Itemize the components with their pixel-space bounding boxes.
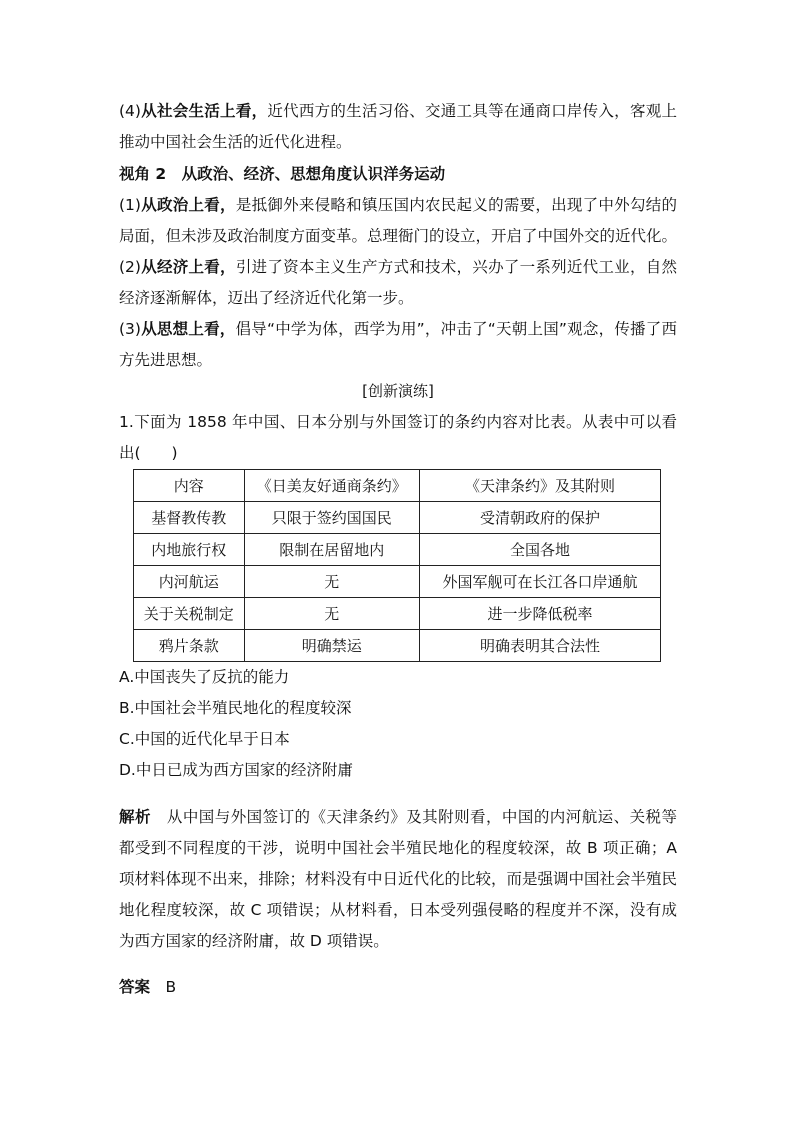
item-number: (1) <box>119 196 141 214</box>
option-d: D.中日已成为西方国家的经济附庸 <box>119 761 353 779</box>
table-cell: 无 <box>244 566 419 598</box>
table-cell: 限制在居留地内 <box>244 534 419 566</box>
table-cell: 基督教传教 <box>134 502 245 534</box>
table-cell: 明确禁运 <box>244 630 419 662</box>
comparison-table <box>133 469 661 662</box>
table-row <box>134 534 661 566</box>
item-text: 近代西方的生活习俗、交通工具等在通商口岸传入，客观上推动中国社会生活的近代化进程。 <box>119 102 677 151</box>
option-b: B.中国社会半殖民地化的程度较深 <box>119 699 352 717</box>
answer-label: 答案 <box>119 978 151 996</box>
item-text: 倡导“中学为体，西学为用”，冲击了“天朝上国”观念，传播了西方先进思想。 <box>119 320 677 369</box>
table-row <box>134 566 661 598</box>
item-text: 引进了资本主义生产方式和技术，兴办了一系列近代工业，自然经济逐渐解体，迈出了经济近代化第一步。 <box>119 258 677 307</box>
item-lead: 从思想上看， <box>140 320 236 338</box>
item-lead: 从经济上看， <box>140 258 236 276</box>
item-lead: 从社会生活上看， <box>140 102 268 120</box>
table-cell: 鸦片条款 <box>134 630 245 662</box>
answer-options <box>119 662 677 786</box>
analysis-text: 从中国与外国签订的《天津条约》及其附则看，中国的内河航运、关税等都受到不同程度的干涉，说明中国社会半殖民地化的程度较深，故 B 项正确；A 项材料体现不出来，排除；材料没有中日近代化的比较，而是强调中国社会半殖民地化程度较深，故 C 项错误；从材料看，日本受列强侵略的程度并不深，没有成为西方国家的经济附庸，故 D 项错误。 <box>119 807 678 950</box>
practice-title: [创新演练] <box>362 382 434 400</box>
table-cell: 进一步降低税率 <box>419 598 660 630</box>
table-cell: 受清朝政府的保护 <box>419 502 660 534</box>
section-title-text: 视角 2 从政治、经济、思想角度认识洋务运动 <box>119 165 446 183</box>
table-cell: 内河航运 <box>134 566 245 598</box>
item-number: (4) <box>119 102 141 120</box>
question-stem: 1.下面为 1858 年中国、日本分别与外国签订的条约内容对比表。从表中可以看出( ) <box>119 413 677 462</box>
option-c: C.中国的近代化早于日本 <box>119 730 290 748</box>
paragraph-economic <box>119 252 677 314</box>
table-row <box>134 630 661 662</box>
item-number: (3) <box>119 320 141 338</box>
analysis-label: 解析 <box>119 807 151 826</box>
table-header-row <box>134 470 661 502</box>
table-cell: 无 <box>244 598 419 630</box>
table-cell: 全国各地 <box>419 534 660 566</box>
document-page <box>119 96 677 1003</box>
table-cell: 只限于签约国国民 <box>244 502 419 534</box>
table-cell: 外国军舰可在长江各口岸通航 <box>419 566 660 598</box>
paragraph-ideological <box>119 314 677 376</box>
item-text: 是抵御外来侵略和镇压国内农民起义的需要，出现了中外勾结的局面，但未涉及政治制度方面变革。总理衙门的设立，开启了中国外交的近代化。 <box>119 196 678 245</box>
table-cell: 明确表明其合法性 <box>419 630 660 662</box>
paragraph-social-life <box>119 96 677 158</box>
item-number: (2) <box>119 258 141 276</box>
option-a: A.中国丧失了反抗的能力 <box>119 668 290 686</box>
answer-value: B <box>165 978 177 996</box>
table-row <box>134 502 661 534</box>
table-header-cell: 《天津条约》及其附则 <box>419 470 660 502</box>
item-lead: 从政治上看， <box>140 196 236 214</box>
table-header-cell: 《日美友好通商条约》 <box>244 470 419 502</box>
answer <box>119 972 677 1003</box>
paragraph-political <box>119 190 677 252</box>
analysis <box>119 802 677 957</box>
table-cell: 关于关税制定 <box>134 598 245 630</box>
section-title <box>119 158 677 190</box>
table-row <box>134 598 661 630</box>
table-header-cell: 内容 <box>134 470 245 502</box>
table-cell: 内地旅行权 <box>134 534 245 566</box>
